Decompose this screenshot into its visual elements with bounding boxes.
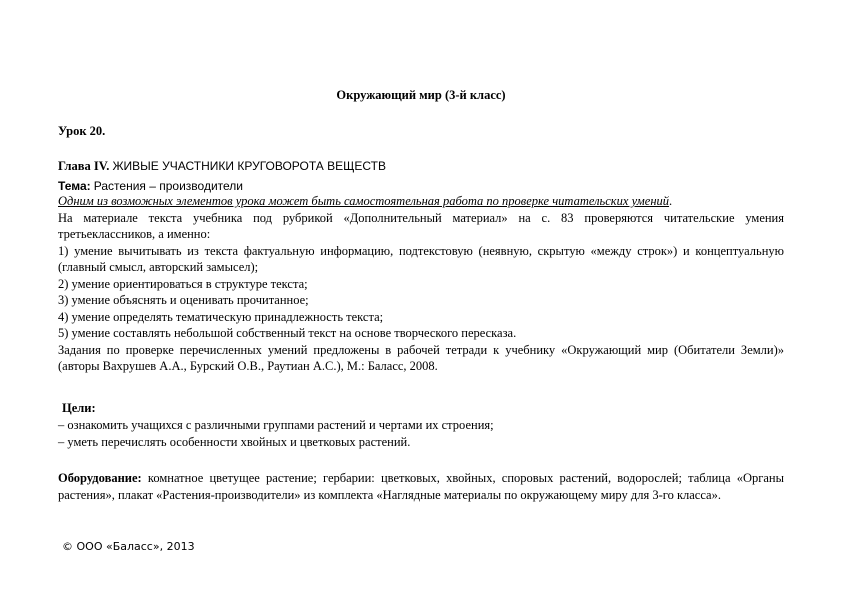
copyright-footer: © ООО «Баласс», 2013 bbox=[62, 540, 195, 553]
chapter-name: ЖИВЫЕ УЧАСТНИКИ КРУГОВОРОТА ВЕЩЕСТВ bbox=[112, 159, 386, 173]
equipment-text: комнатное цветущее растение; гербарии: цветковых, хвойных, споровых растений, водорослей; таблица «Органы растения», плакат «Растения-производители» из комплекта «Наглядные материалы по окружающему миру для 3-го класса». bbox=[58, 471, 785, 502]
topic-label: Тема: bbox=[58, 179, 91, 193]
page-title: Окружающий мир (3-й класс) bbox=[336, 88, 506, 102]
paragraph-tasks: Задания по проверке перечисленных умений предложены в рабочей тетради к учебнику «Окружающий мир (Обитатели Земли)» (авторы Вахрушев А.А., Бурский О.В., Раутиан А.С.), М.: Баласс, 2008. bbox=[58, 342, 784, 373]
lesson-number: Урок 20. bbox=[58, 124, 106, 138]
goals-list bbox=[58, 417, 784, 450]
main-body bbox=[58, 193, 784, 375]
goals-section bbox=[62, 400, 788, 417]
chapter-heading bbox=[58, 158, 784, 175]
equipment-paragraph bbox=[58, 470, 784, 503]
intro-italic: Одним из возможных элементов урока может быть самостоятельная работа по проверке читательских умений bbox=[58, 194, 670, 208]
skill-item: 4) умение определять тематическую принадлежность текста; bbox=[58, 309, 384, 324]
skill-item: 3) умение объяснять и оценивать прочитанное; bbox=[58, 293, 309, 307]
skill-item: 5) умение составлять небольшой собственный текст на основе творческого пересказа. bbox=[58, 326, 517, 340]
chapter-label: Глава IV. bbox=[58, 159, 110, 173]
goals-heading: Цели: bbox=[62, 401, 96, 415]
intro-period: . bbox=[669, 194, 673, 208]
equipment-label: Оборудование: bbox=[58, 471, 142, 485]
skill-item: 1) умение вычитывать из текста фактуальную информацию, подтекстовую (неявную, скрытую «между строк») и концептуальную (главный смысл, авторский замысел); bbox=[58, 243, 784, 274]
paragraph-materials: На материале текста учебника под рубрикой «Дополнительный материал» на с. 83 проверяются читательские умения третьеклассников, а именно: bbox=[58, 210, 784, 241]
goal-item: – ознакомить учащихся с различными группами растений и чертами их строения; bbox=[58, 418, 494, 432]
intro-sentence bbox=[58, 193, 784, 210]
goal-item: – уметь перечислять особенности хвойных и цветковых растений. bbox=[58, 434, 411, 449]
topic-value: Растения – производители bbox=[93, 179, 243, 193]
skill-item: 2) умение ориентироваться в структуре текста; bbox=[58, 276, 308, 291]
